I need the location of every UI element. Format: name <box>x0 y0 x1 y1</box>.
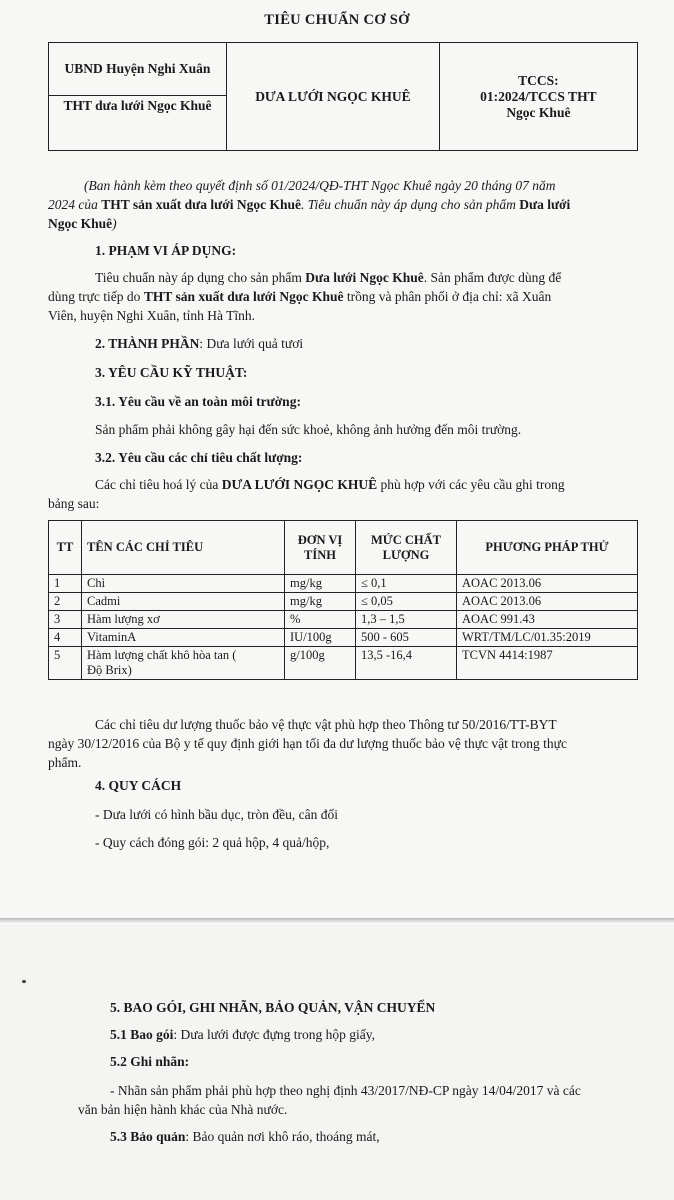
section-4-item-2: - Quy cách đóng gói: 2 quả hộp, 4 quả/hộp, <box>95 835 330 850</box>
header-org: UBND Huyện Nghi Xuân <box>49 43 227 96</box>
cell-method: WRT/TM/LC/01.35:2019 <box>457 629 638 647</box>
intro-text: 2024 của <box>48 197 102 212</box>
intro-line-1: (Ban hành kèm theo quyết định số 01/2024/QĐ-THT Ngọc Khuê ngày 20 tháng 07 năm <box>84 178 556 193</box>
cell-unit: IU/100g <box>285 629 356 647</box>
section-3-1-text: Sản phẩm phải không gây hại đến sức khoẻ, không ảnh hưởng đến môi trường. <box>95 422 522 437</box>
s32-product: DƯA LƯỚI NGỌC KHUÊ <box>221 477 378 492</box>
col-level <box>356 521 457 575</box>
col-method: PHƯƠNG PHÁP THỬ <box>457 521 638 575</box>
cell-unit: % <box>285 611 356 629</box>
intro-product: Dưa lưới <box>519 197 571 212</box>
cell-tt: 4 <box>49 629 82 647</box>
col-unit-line2: TÍNH <box>304 547 336 562</box>
intro-org: THT sản xuất dưa lưới Ngọc Khuê <box>101 197 301 212</box>
section-3-1-heading: 3.1. Yêu cầu về an toàn môi trường: <box>95 394 301 409</box>
section-5-1-text: : Dưa lưới được đựng trong hộp giấy, <box>173 1027 376 1042</box>
section-5-3 <box>110 1128 380 1147</box>
quality-table <box>48 520 638 680</box>
cell-tt: 5 <box>49 647 82 680</box>
section-3-2-line-2: bảng sau: <box>48 496 100 511</box>
section-3-2-heading: 3.2. Yêu cầu các chỉ tiêu chất lượng: <box>95 450 303 465</box>
document-page-2 <box>0 926 674 1200</box>
s1-product: Dưa lưới Ngọc Khuê <box>305 270 424 285</box>
s1-org: THT sản xuất dưa lưới Ngọc Khuê <box>143 289 344 304</box>
cell-tt: 1 <box>49 575 82 593</box>
section-3-heading: 3. YÊU CẦU KỸ THUẬT: <box>95 365 248 380</box>
intro-line-3 <box>48 215 117 234</box>
scan-speck <box>22 980 26 983</box>
cell-name <box>82 647 285 680</box>
s1-text: Tiêu chuẩn này áp dụng cho sản phẩm <box>95 270 306 285</box>
cell-level: 1,3 – 1,5 <box>356 611 457 629</box>
cell-level: 500 - 605 <box>356 629 457 647</box>
section-3-2-line-1 <box>95 476 565 495</box>
col-level-line2: LƯỢNG <box>382 547 430 562</box>
col-level-line1: MỨC CHẤT <box>370 532 441 547</box>
s1-text-2: . Sản phẩm được dùng để <box>423 270 562 285</box>
cell-tt: 3 <box>49 611 82 629</box>
section-5-3-label: 5.3 Bảo quản <box>110 1129 186 1144</box>
residue-line-2: ngày 30/12/2016 của Bộ y tế quy định giới hạn tối đa dư lượng thuốc bảo vệ thực vật trong thực <box>48 736 567 751</box>
section-5-2-line-1: - Nhãn sản phẩm phải phù hợp theo nghị định 43/2017/NĐ-CP ngày 14/04/2017 và các <box>110 1083 581 1098</box>
section-4-heading: 4. QUY CÁCH <box>95 778 182 793</box>
header-code <box>439 43 637 151</box>
cell-name: VitaminA <box>82 629 285 647</box>
cell-name: Cadmi <box>82 593 285 611</box>
section-5-2-line-2: văn bản hiện hành khác của Nhà nước. <box>78 1102 288 1117</box>
s32-text: Các chỉ tiêu hoá lý của <box>95 477 222 492</box>
cell-name: Chì <box>82 575 285 593</box>
cell-method: AOAC 2013.06 <box>457 575 638 593</box>
col-tt: TT <box>49 521 82 575</box>
section-2-heading: 2. THÀNH PHẦN <box>95 336 200 351</box>
section-5-2-heading: 5.2 Ghi nhãn: <box>110 1054 190 1069</box>
header-code-line1: TCCS: <box>518 72 559 88</box>
section-5-1-label: 5.1 Bao gói <box>110 1027 174 1042</box>
residue-line-1: Các chỉ tiêu dư lượng thuốc bảo vệ thực vật phù hợp theo Thông tư 50/2016/TT-BYT <box>95 717 557 732</box>
intro-product-2: Ngọc Khuê <box>48 216 113 231</box>
header-unit: THT dưa lưới Ngọc Khuê <box>49 96 227 151</box>
section-2-text: : Dưa lưới quả tươi <box>199 336 304 351</box>
intro-text-2: . Tiêu chuẩn này áp dụng cho sản phẩm <box>300 197 520 212</box>
cell-unit: mg/kg <box>285 575 356 593</box>
section-1-line-2 <box>48 288 551 307</box>
residue-line-3: phẩm. <box>48 755 82 770</box>
section-5-3-text: : Bảo quản nơi khô ráo, thoáng mát, <box>185 1129 380 1144</box>
cell-level: 13,5 -16,4 <box>356 647 457 680</box>
s32-text-2: phù hợp với các yêu cầu ghi trong <box>377 477 565 492</box>
col-unit <box>285 521 356 575</box>
document-title: TIÊU CHUẨN CƠ SỞ <box>264 12 410 28</box>
col-unit-line1: ĐƠN VỊ <box>297 532 343 547</box>
section-5-heading: 5. BAO GÓI, GHI NHÃN, BẢO QUẢN, VẬN CHUYỂN <box>110 1000 436 1015</box>
table-row <box>49 593 638 611</box>
cell-method: AOAC 2013.06 <box>457 593 638 611</box>
table-row <box>49 575 638 593</box>
intro-line-2 <box>48 196 570 215</box>
cell-name-line1: Hàm lượng chất khô hòa tan ( <box>87 648 237 662</box>
header-code-line3: Ngọc Khuê <box>506 104 571 120</box>
cell-tt: 2 <box>49 593 82 611</box>
cell-name: Hàm lượng xơ <box>82 611 285 629</box>
section-1-line-3: Viên, huyện Nghi Xuân, tỉnh Hà Tĩnh. <box>48 308 256 323</box>
cell-unit: g/100g <box>285 647 356 680</box>
cell-unit: mg/kg <box>285 593 356 611</box>
header-table <box>48 42 638 151</box>
table-row <box>49 629 638 647</box>
section-2 <box>95 335 303 354</box>
cell-method: TCVN 4414:1987 <box>457 647 638 680</box>
table-row <box>49 611 638 629</box>
cell-method: AOAC 991.43 <box>457 611 638 629</box>
s1-text-3: dùng trực tiếp do <box>48 289 144 304</box>
table-row <box>49 647 638 680</box>
header-code-line2: 01:2024/TCCS THT <box>480 88 597 104</box>
cell-level: ≤ 0,05 <box>356 593 457 611</box>
intro-close: ) <box>112 216 117 231</box>
header-product: DƯA LƯỚI NGỌC KHUÊ <box>227 43 440 151</box>
section-1-line-1 <box>95 269 561 288</box>
section-1-heading: 1. PHẠM VI ÁP DỤNG: <box>95 243 237 258</box>
section-4-item-1: - Dưa lưới có hình bầu dục, tròn đều, cân đối <box>95 807 338 822</box>
cell-name-line2: Độ Brix) <box>87 663 132 677</box>
section-5-1 <box>110 1026 375 1045</box>
s1-text-4: trồng và phân phối ở địa chỉ: xã Xuân <box>343 289 552 304</box>
cell-level: ≤ 0,1 <box>356 575 457 593</box>
col-name: TÊN CÁC CHỈ TIÊU <box>82 521 285 575</box>
